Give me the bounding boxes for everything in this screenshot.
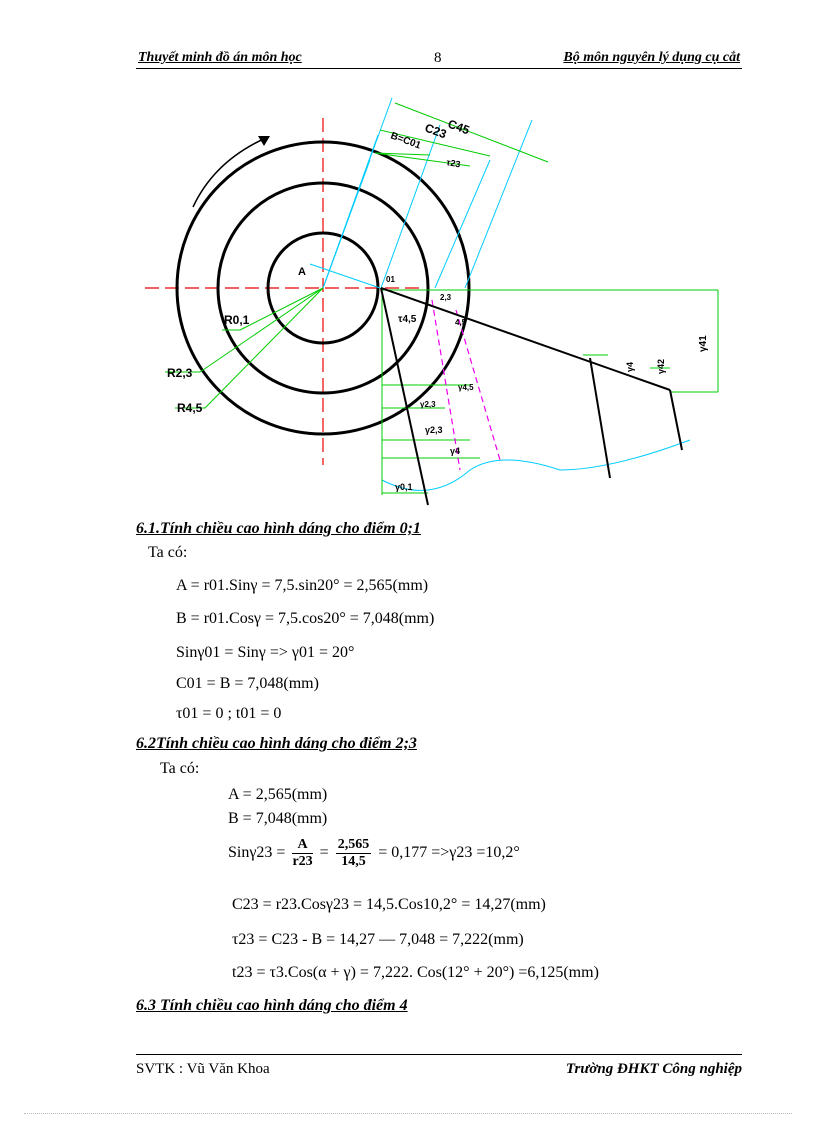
s2-line-a: A = 2,565(mm)	[228, 786, 328, 803]
section-6-3-title: 6.3 Tính chiều cao hình dáng cho điểm 4	[136, 997, 408, 1014]
s1-line-c: C01 = B = 7,048(mm)	[176, 675, 319, 692]
label-r23: R2,3	[167, 366, 193, 380]
footer-student: SVTK : Vũ Văn Khoa	[136, 1061, 270, 1077]
header-department: Bộ môn nguyên lý dụng cụ cắt	[563, 50, 740, 65]
label-p45: 4,5	[455, 318, 467, 327]
label-c23: C23	[422, 120, 449, 142]
sin-g23-label: Sinγ23 =	[228, 844, 286, 862]
footer-school: Trường ĐHKT Công nghiệp	[565, 1061, 742, 1077]
label-r45: R4,5	[177, 401, 203, 415]
label-y4: γ4	[625, 361, 635, 372]
header-title: Thuyết minh đồ án môn học	[138, 50, 302, 65]
label-g23: γ2,3	[420, 400, 436, 409]
label-t23: τ23	[445, 157, 462, 170]
label-p23: 2,3	[440, 293, 452, 302]
s1-intro: Ta có:	[148, 544, 188, 561]
s1-line-a: A = r01.Sinγ = 7,5.sin20° = 2,565(mm)	[176, 577, 429, 594]
fraction-values: $\frac{2,565}{14,5}$	[337, 837, 370, 869]
label-y41: γ41	[698, 335, 709, 352]
s2-line-b: B = 7,048(mm)	[228, 810, 328, 827]
label-bc01: B=C01	[388, 130, 423, 152]
tool-profile	[381, 288, 682, 505]
s2-intro: Ta có:	[160, 760, 200, 777]
page-bottom-rule	[24, 1113, 792, 1114]
label-a: A	[298, 266, 306, 278]
s2-line-c: C23 = r23.Cosγ23 = 14,5.Cos10,2° = 14,27(mm)	[232, 896, 546, 913]
label-r01: R0,1	[224, 313, 250, 327]
section-6-2-title: 6.2Tính chiều cao hình dáng cho điểm 2;3	[136, 735, 417, 752]
label-t45: τ4,5	[398, 314, 417, 325]
rotation-arrow	[193, 137, 268, 207]
page-header	[136, 48, 742, 69]
label-c45: C45	[445, 116, 472, 138]
label-y42: γ42	[656, 358, 666, 374]
label-g23b: γ2,3	[425, 425, 443, 435]
cyan-construction	[310, 98, 690, 490]
label-g01: γ0,1	[395, 482, 413, 492]
tool-profile-diagram	[140, 90, 720, 515]
sin-g23-result: = 0,177 =>γ23 =10,2°	[378, 844, 520, 862]
s1-line-b: B = r01.Cosγ = 7,5.cos20° = 7,048(mm)	[176, 610, 435, 627]
label-g45: γ4,5	[458, 383, 474, 392]
s1-line-tau: τ01 = 0 ; t01 = 0	[176, 705, 282, 722]
s2-line-t: t23 = τ3.Cos(α + γ) = 7,222. Cos(12° + 20°) =6,125(mm)	[232, 964, 599, 981]
fraction-a-r23: $\frac{A}{r23}$	[292, 837, 313, 869]
s1-line-sin: Sinγ01 = Sinγ => γ01 = 20°	[176, 644, 355, 661]
section-6-1-title: 6.1.Tính chiều cao hình dáng cho điểm 0;1	[136, 520, 421, 537]
label-g4: γ4	[450, 446, 461, 456]
page-footer	[136, 1054, 742, 1081]
s2-line-tau: τ23 = C23 - B = 14,27 — 7,048 = 7,222(mm)	[232, 931, 524, 948]
label-o1: 01	[386, 275, 395, 284]
page-number: 8	[434, 50, 442, 66]
s2-line-sin: Sinγ23 = $\frac{A}{r23}$ = $\frac{2,565}{14,5}$ = 0,177 =>γ23 =10,2°	[228, 837, 520, 869]
